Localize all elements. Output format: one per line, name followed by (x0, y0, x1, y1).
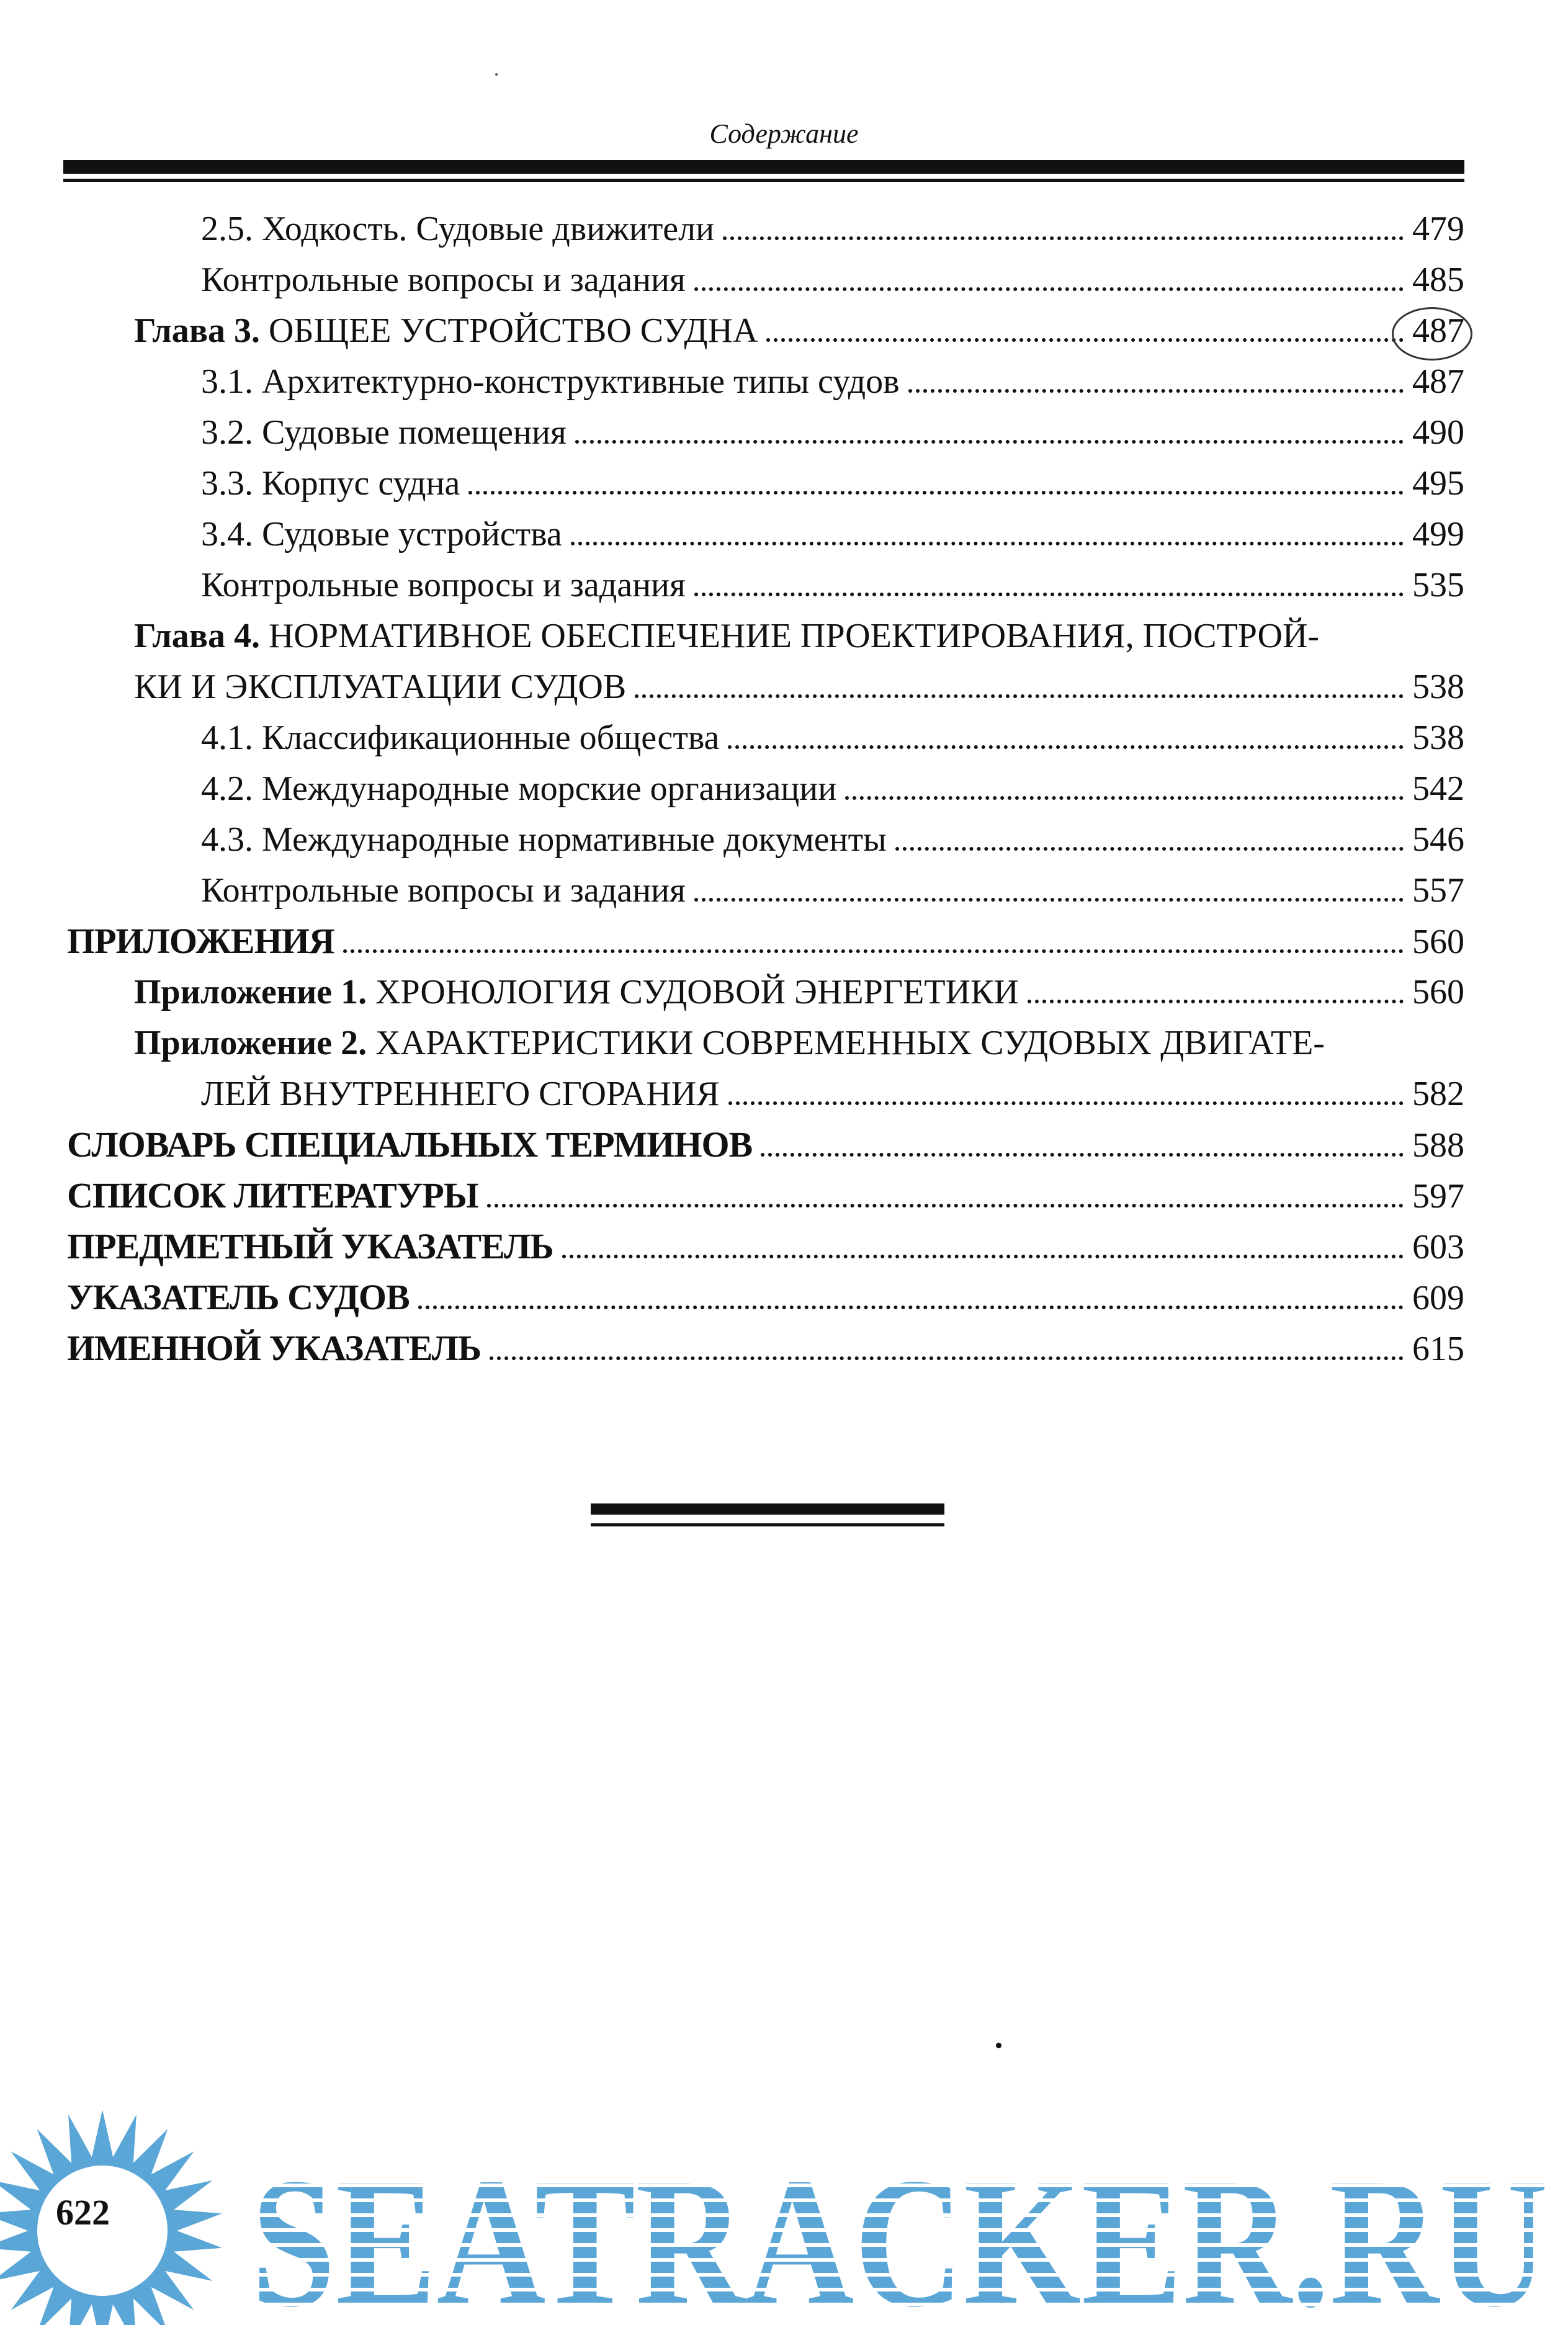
toc-section-ship-index[interactable] (67, 1272, 1464, 1323)
toc-entry-title: Контрольные вопросы и задания (201, 871, 686, 910)
dot-leader (766, 338, 1404, 342)
toc-entry[interactable] (201, 407, 1464, 458)
chapter-label: Глава 3. (134, 311, 260, 350)
toc-entry[interactable] (201, 763, 1464, 814)
toc-appendix-1[interactable] (134, 967, 1464, 1018)
toc-entry-page: 479 (1412, 210, 1464, 248)
toc-entry-page: 535 (1412, 566, 1464, 604)
toc-entry[interactable] (201, 204, 1464, 254)
toc-entry-title: ПРЕДМЕТНЫЙ УКАЗАТЕЛЬ (67, 1226, 553, 1266)
scan-speck (996, 2043, 1001, 2048)
end-rule-thin (591, 1523, 944, 1526)
toc-entry-page: 542 (1412, 769, 1464, 808)
toc-entry-page: 557 (1412, 871, 1464, 910)
appendix-title: ХРОНОЛОГИЯ СУДОВОЙ ЭНЕРГЕТИКИ (367, 973, 1019, 1011)
toc-entry-title: УКАЗАТЕЛЬ СУДОВ (67, 1277, 410, 1317)
dot-leader (694, 898, 1404, 902)
toc-chapter-3[interactable] (134, 305, 1464, 356)
toc-entry-page: 487 (1412, 362, 1464, 401)
dot-leader (571, 542, 1404, 545)
toc-entry-page: 615 (1412, 1330, 1464, 1368)
toc-entry-page: 597 (1412, 1177, 1464, 1216)
chapter-label: Глава 4. (134, 617, 260, 655)
toc-entry-title: 2.5. Ходкость. Судовые движители (201, 210, 715, 248)
dot-leader (728, 1101, 1404, 1105)
toc-entry-page: 560 (1412, 923, 1464, 961)
toc-chapter-4[interactable] (134, 611, 1464, 661)
toc-entry-page: 588 (1412, 1126, 1464, 1165)
toc-entry-page: 487 (1412, 311, 1464, 350)
toc-section-glossary[interactable] (67, 1119, 1464, 1170)
toc-entry-title: 4.1. Классификационные общества (201, 719, 720, 757)
toc-entry-title (134, 1018, 1325, 1068)
toc-entry[interactable] (201, 254, 1464, 305)
toc-entry-title (134, 305, 758, 356)
toc-entry[interactable] (201, 509, 1464, 560)
dot-leader (694, 287, 1404, 291)
dot-leader (694, 593, 1404, 596)
toc-entry-title: ИМЕННОЙ УКАЗАТЕЛЬ (67, 1328, 482, 1368)
toc-entry-page: 546 (1412, 820, 1464, 859)
toc-entry-title: 3.3. Корпус судна (201, 464, 460, 503)
dot-leader (761, 1153, 1404, 1157)
toc-entry-title: 3.2. Судовые помещения (201, 413, 567, 452)
toc-entry[interactable] (201, 356, 1464, 407)
dot-leader (562, 1255, 1404, 1258)
dot-leader (908, 389, 1404, 393)
page-number: 622 (56, 2192, 110, 2233)
end-rule-thick (591, 1503, 944, 1515)
header-rule-thin (63, 179, 1464, 182)
toc-entry[interactable] (201, 560, 1464, 611)
hand-drawn-circle-annotation (1392, 307, 1472, 361)
toc-entry-title (134, 611, 1319, 661)
chapter-title: ОБЩЕЕ УСТРОЙСТВО СУДНА (259, 311, 758, 350)
toc-entry-page: 603 (1412, 1228, 1464, 1266)
header-rule-thick (63, 160, 1464, 174)
toc-section-name-index[interactable] (67, 1323, 1464, 1374)
dot-leader (490, 1356, 1404, 1360)
appendix-label: Приложение 1. (134, 973, 367, 1011)
appendix-title: ХАРАКТЕРИСТИКИ СОВРЕМЕННЫХ СУДОВЫХ ДВИГАТЕ- (367, 1024, 1325, 1062)
watermark-text: SEATRACKER.RU (251, 2139, 1548, 2325)
dot-leader (1028, 1000, 1404, 1003)
scan-speck (495, 73, 498, 76)
toc-entry[interactable] (201, 458, 1464, 509)
toc-section-references[interactable] (67, 1170, 1464, 1221)
dot-leader (418, 1306, 1404, 1309)
toc-entry-page: 538 (1412, 668, 1464, 706)
appendix-label: Приложение 2. (134, 1024, 367, 1062)
dot-leader (635, 694, 1404, 698)
toc-entry-page: 490 (1412, 413, 1464, 452)
toc-entry-title: Контрольные вопросы и задания (201, 566, 686, 604)
toc-entry-continuation[interactable] (134, 661, 1464, 712)
dot-leader (895, 847, 1404, 851)
dot-leader (468, 491, 1404, 495)
toc-entry-title: КИ И ЭКСПЛУАТАЦИИ СУДОВ (134, 668, 627, 706)
toc-entry-title: Контрольные вопросы и задания (201, 261, 686, 299)
toc-entry-title: ЛЕЙ ВНУТРЕННЕГО СГОРАНИЯ (201, 1075, 720, 1113)
toc-entry[interactable] (201, 865, 1464, 916)
dot-leader (575, 440, 1404, 444)
toc-entry-page: 485 (1412, 261, 1464, 299)
toc-section-appendices[interactable] (67, 916, 1464, 967)
dot-leader (487, 1204, 1404, 1207)
dot-leader (723, 236, 1404, 240)
running-header-title: Содержание (709, 119, 859, 149)
toc-entry-title (134, 967, 1019, 1018)
dot-leader (845, 796, 1404, 800)
dot-leader (343, 949, 1404, 953)
toc-entry-title: СЛОВАРЬ СПЕЦИАЛЬНЫХ ТЕРМИНОВ (67, 1124, 753, 1165)
toc-entry[interactable] (201, 712, 1464, 763)
toc-entry-page: 582 (1412, 1075, 1464, 1113)
toc-entry-title: 4.2. Международные морские организации (201, 769, 837, 808)
watermark-logo (0, 2113, 1568, 2325)
toc-entry-page: 495 (1412, 464, 1464, 503)
toc-entry-title: 4.3. Международные нормативные документы (201, 820, 887, 859)
toc-entry-title: СПИСОК ЛИТЕРАТУРЫ (67, 1175, 478, 1216)
toc-section-subject-index[interactable] (67, 1221, 1464, 1272)
toc-entry-page: 560 (1412, 973, 1464, 1011)
toc-entry-title: ПРИЛОЖЕНИЯ (67, 921, 334, 961)
toc-entry-page: 538 (1412, 719, 1464, 757)
toc-entry-title: 3.1. Архитектурно-конструктивные типы судов (201, 362, 900, 401)
toc-entry-page: 609 (1412, 1279, 1464, 1317)
toc-appendix-2[interactable] (134, 1018, 1464, 1068)
toc-entry-title: 3.4. Судовые устройства (201, 515, 562, 553)
toc-entry[interactable] (201, 814, 1464, 865)
toc-entry-continuation[interactable] (201, 1068, 1464, 1119)
chapter-title: НОРМАТИВНОЕ ОБЕСПЕЧЕНИЕ ПРОЕКТИРОВАНИЯ, ПОСТРОЙ- (259, 617, 1320, 655)
toc-entry-page: 499 (1412, 515, 1464, 553)
dot-leader (728, 745, 1404, 749)
